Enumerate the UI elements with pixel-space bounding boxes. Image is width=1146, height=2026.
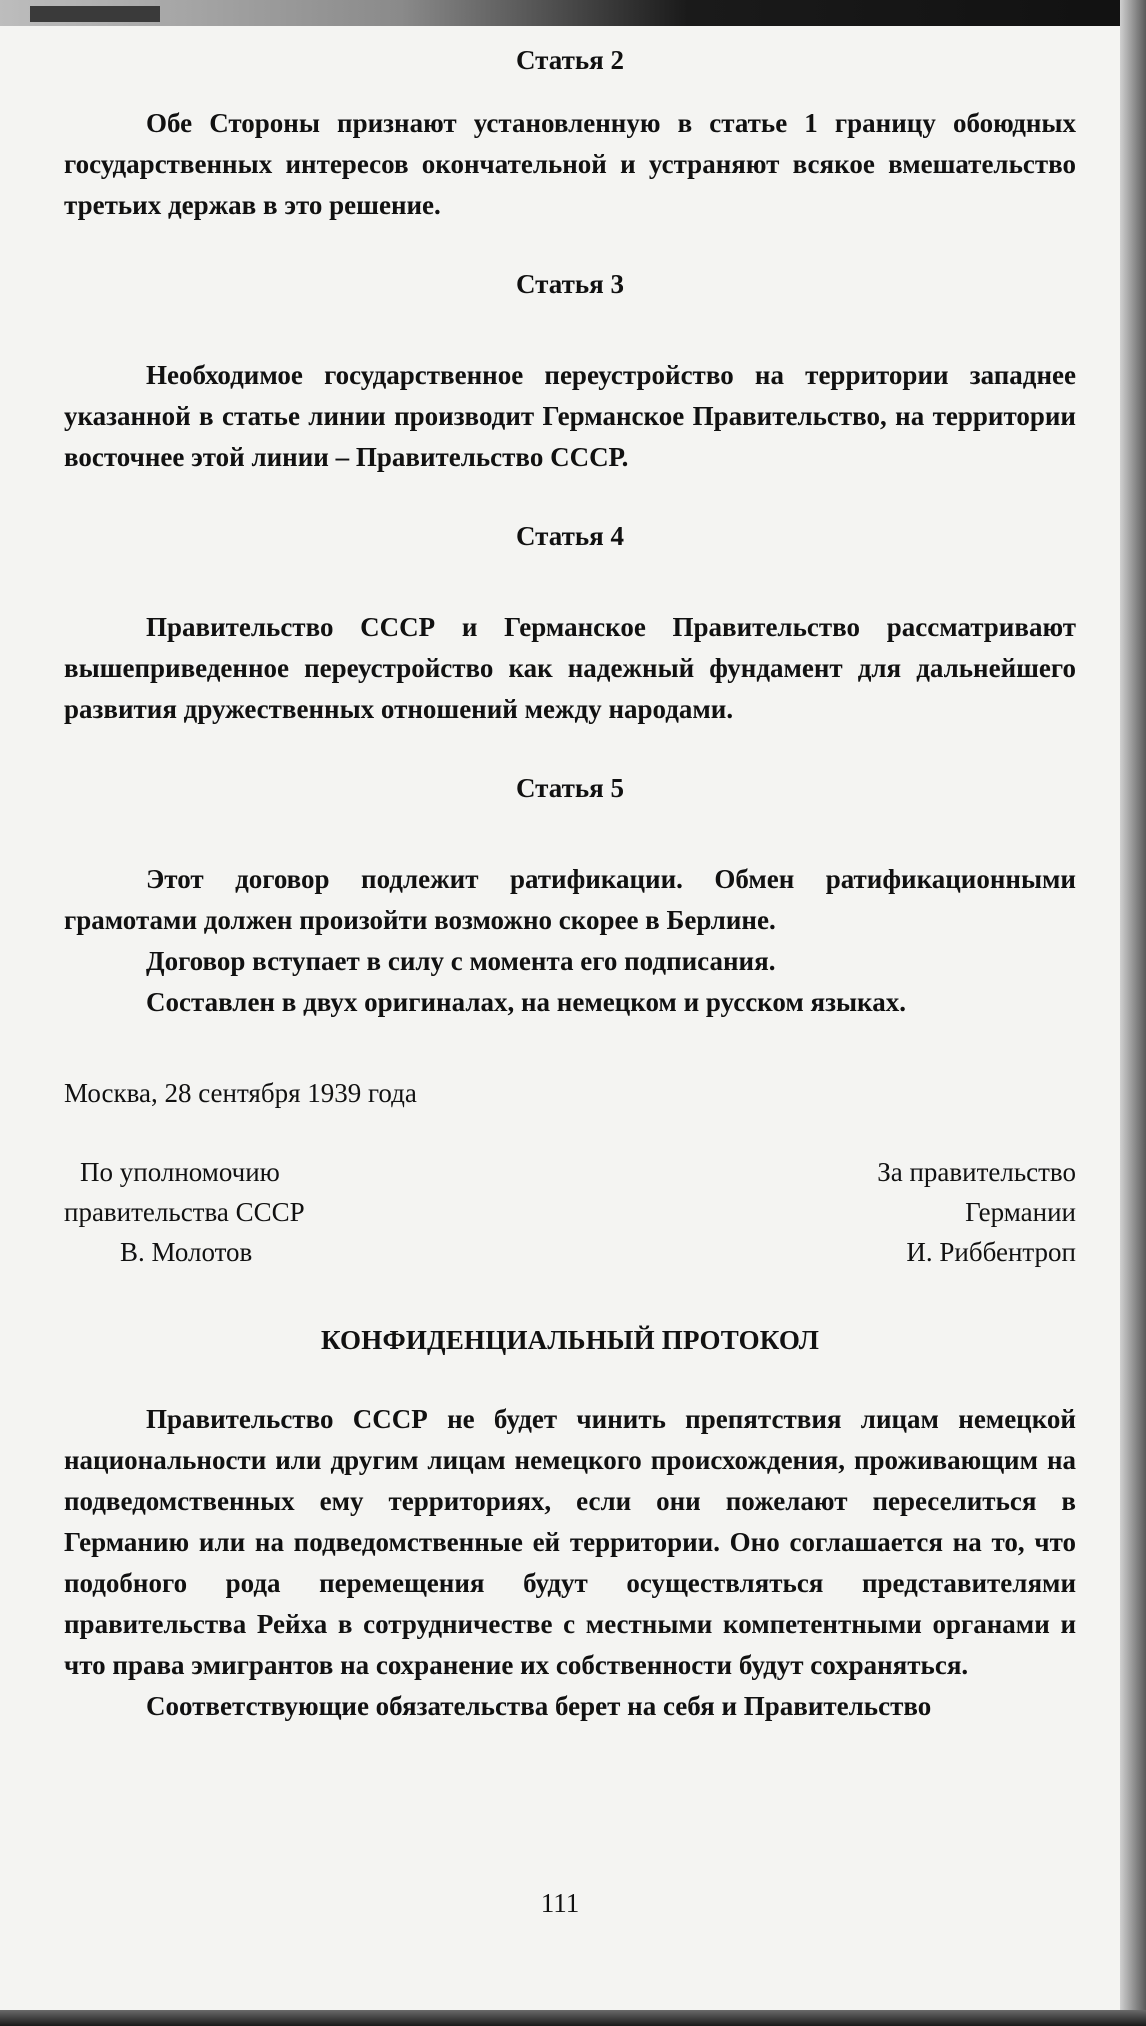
article-3-text: Необходимое государственное переустройство на территории западнее указанной в статье линии производит Германское Правительство, на территории восточнее этой линии – Правительство СССР. [64, 360, 1076, 472]
signature-germany-name: И. Риббентроп [906, 1237, 1076, 1267]
signature-ussr-name: В. Молотов [120, 1237, 253, 1267]
article-5-text: Этот договор подлежит ратификации. Обмен ратификационными грамотами должен произойти возможно скорее в Берлине. [64, 864, 1076, 935]
article-5-line-2: Договор вступает в силу с момента его подписания. [146, 946, 776, 976]
article-5-heading: Статья 5 [516, 773, 624, 803]
scan-top-edge [0, 0, 1146, 26]
signature-germany-line-2: Германии [965, 1197, 1076, 1227]
article-3-heading: Статья 3 [516, 269, 624, 299]
signature-ussr-line-1: По уполномочию [80, 1157, 280, 1187]
page-number: 111 [540, 1888, 580, 1918]
signature-germany [877, 1152, 1076, 1272]
signature-block [64, 1152, 1076, 1282]
protocol-title: КОНФИДЕНЦИАЛЬНЫЙ ПРОТОКОЛ [320, 1325, 820, 1355]
article-4-text: Правительство СССР и Германское Правительство рассматривают вышеприведенное переустройство как надежный фундамент для дальнейшего развития дружественных отношений между народами. [64, 612, 1076, 724]
protocol-text: Правительство СССР не будет чинить препятствия лицам немецкой национальности или другим лицам немецкого происхождения, проживающим на подведомственных ему территориях, если они пожелают переселиться в Германию или на подведомственные ей территории. Оно соглашается на то, что подобного рода перемещения будут осуществляться представителями правительства Рейха в сотрудничестве с местными компетентными органами и что права эмигрантов на сохранение их собственности будут сохраняться. [64, 1404, 1076, 1680]
article-4-heading: Статья 4 [516, 521, 624, 551]
document-content [64, 40, 1076, 1727]
article-2-text: Обе Стороны признают установленную в статье 1 границу обоюдных государственных интересов окончательной и устраняют всякое вмешательство третьих держав в это решение. [64, 108, 1076, 220]
protocol-last-line: Соответствующие обязательства берет на себя и Правительство [146, 1691, 932, 1721]
signature-germany-line-1: За правительство [877, 1157, 1076, 1187]
article-5-line-3: Составлен в двух оригиналах, на немецком и русском языках. [146, 987, 906, 1017]
scan-right-edge [1120, 0, 1146, 2026]
date-place: Москва, 28 сентября 1939 года [64, 1078, 417, 1108]
signature-ussr-line-2: правительства СССР [64, 1197, 305, 1227]
article-2-heading: Статья 2 [516, 45, 624, 75]
signature-ussr [64, 1152, 305, 1272]
scan-bottom-edge [0, 2010, 1146, 2026]
